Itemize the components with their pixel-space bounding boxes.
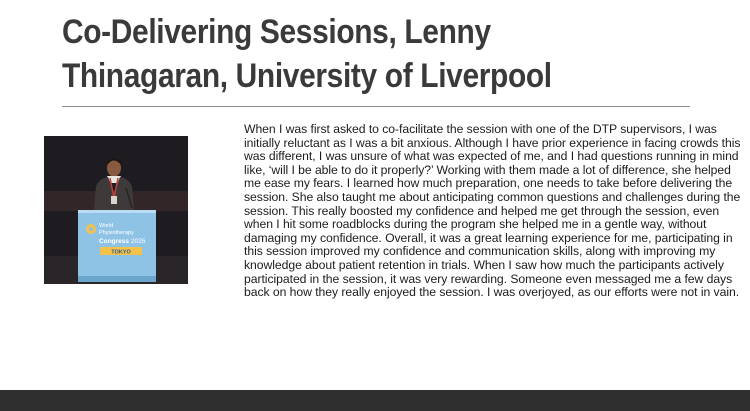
slide-title: Co-Delivering Sessions, Lenny Thinagaran, University of Liverpool — [62, 13, 552, 95]
testimonial-text: When I was first asked to co-facilitate the session with one of the DTP supervisors, I was initially reluctant as I was a bit anxious. Although I have prior experience in facing crowds this was different, I was unsure of what was expected of me, and I had questions running in mind like, ‘will I be able to do it properly?’ Working with them made a lot of difference, she helped me ease my fears. I learned how much preparation, one needs to take before delivering the session. She also taught me about anticipating common questions and challenges during the session. This really boosted my confidence and helped me get through the session, even when I hit some roadblocks during the program she helped me in a gentle way, without damaging my confidence. Overall, it was a great learning experience for me, participating in this session improved my confidence and communication skills, along with improving my knowledge about patient retention in trials. When I saw how much the participants actively participated in the session, it was very rewarding. Someone even messaged me a few days back on how they really enjoyed the session. I was overjoyed, as our efforts were not in vain. — [244, 122, 741, 300]
speaker-photo — [44, 136, 188, 284]
podium-text-world: World — [99, 223, 114, 229]
podium-text-physiotherapy: Physiotherapy — [99, 230, 134, 236]
podium-text-year: 2025 — [131, 238, 146, 245]
podium-text-city: TOKYO — [111, 249, 131, 256]
footer-bar — [0, 390, 750, 411]
podium-text-congress: Congress — [99, 238, 129, 245]
title-divider — [62, 106, 690, 107]
